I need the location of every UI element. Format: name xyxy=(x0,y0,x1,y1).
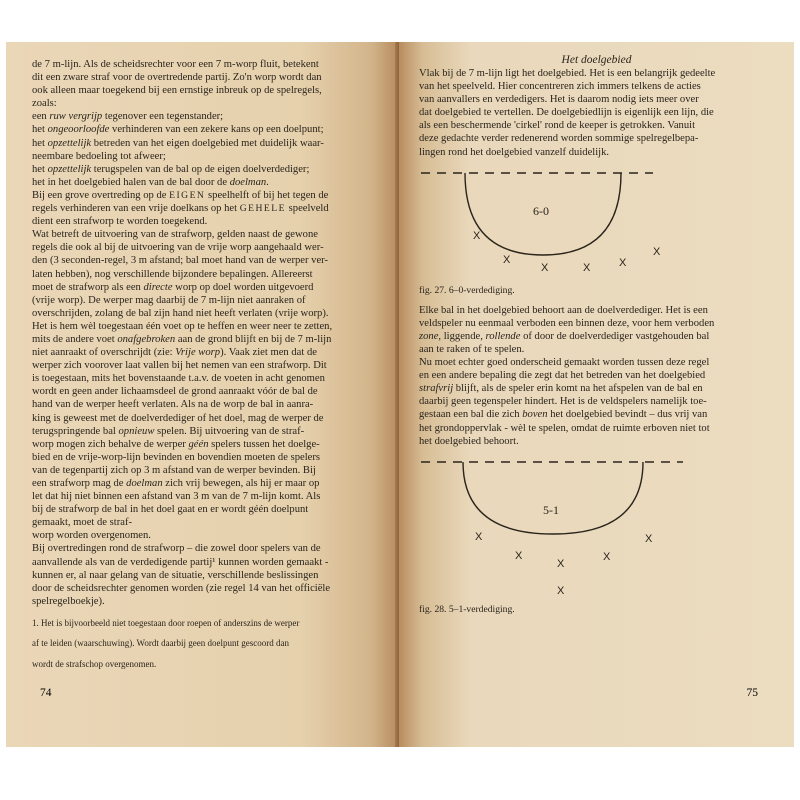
right-text-line: en een andere bepaling die zegt dat het betreden van het doelgebied xyxy=(419,370,706,382)
goal-area-line xyxy=(463,462,643,534)
left-text-line: dit een zware straf voor de overtredende partij. Zo'n worp wordt dan xyxy=(32,72,322,84)
left-text-line: een strafworp mag de doelman zich vrij bewegen, als hij er maar op xyxy=(32,478,320,489)
footnote-line: wordt de strafschop overgenomen. xyxy=(32,658,157,669)
right-text-line: het doelgebied behoort. xyxy=(419,435,519,447)
left-text-line: dient een strafworp te worden toegekend. xyxy=(32,216,208,228)
right-text-line: van aanvallers en verdedigers. Het is daarom nodig iets meer over xyxy=(419,94,699,106)
right-text-line: Elke bal in het doelgebied behoort aan de doelverdediger. Het is een xyxy=(419,304,708,316)
left-text-line: hand van de werper heeft verlaten. Als na de worp de bal in aanra- xyxy=(32,399,314,411)
section-heading: Het doelgebied xyxy=(561,54,632,66)
right-text-line: het grondoppervlak - wèl te spelen, omdat de ruimte erboven niet tot xyxy=(419,422,710,434)
left-text-line: laten hebben), nog verschillende bijzondere bepalingen. Allereerst xyxy=(32,268,313,280)
player-mark: X xyxy=(541,261,549,274)
emphasis: ongeoorloofde xyxy=(47,124,110,136)
left-text-line: ook alleen maar toegekend bij een ernstige inbreuk op de spelregels, xyxy=(32,85,322,97)
emphasis: opnieuw xyxy=(118,425,155,437)
left-text-line: regels die ook al bij de uitvoering van de vrije worp aangehaald wer- xyxy=(32,242,324,254)
footnote xyxy=(32,618,383,671)
right-text-line: zone, liggende, rollende of door de doelverdediger vastgehouden bal xyxy=(419,330,710,342)
left-text-line: een ruw vergrijp tegenover een tegenstander; xyxy=(32,111,224,123)
right-paragraph-2 xyxy=(419,304,774,448)
emphasis: Vrije worp xyxy=(175,347,221,359)
left-text-line: van de tegenpartij zich op 3 m afstand van de werper bevinden. Bij xyxy=(32,464,316,476)
left-text-line: niet aanraakt of overschrijdt (zie: Vrije worp). Vaak ziet men dat de xyxy=(32,347,317,359)
left-text-line: Bij een grove overtreding op de EIGEN speelhelft of bij het tegen de xyxy=(32,189,329,201)
emphasis: géén xyxy=(188,438,209,450)
left-text-line: bied en de vrije-worp-lijn bevinden en bovendien moeten de spelers xyxy=(32,451,320,463)
page-number-left: 74 xyxy=(40,687,52,699)
left-text-line: Het is hem wèl toegestaan één voet op te heffen en weer neer te zetten, xyxy=(32,320,333,332)
diagram-6-0-defense xyxy=(413,165,673,283)
formation-label: 5-1 xyxy=(543,502,559,517)
left-page-body xyxy=(32,58,383,608)
player-mark: X xyxy=(653,245,661,258)
left-text-line: is toegestaan, mits het bovenstaande t.a.v. de voeten in acht genomen xyxy=(32,373,325,385)
footnote-line: 1. Het is bijvoorbeeld niet toegestaan door roepen of anderszins de werper xyxy=(32,617,300,628)
right-text-line: Vlak bij de 7 m-lijn ligt het doelgebied. Het is een belangrijk gedeelte xyxy=(419,68,716,79)
left-text-line: overschrijden, zolang de bal zijn hand niet heeft verlaten (vrije worp). xyxy=(32,307,329,319)
right-text-line: lingen rond het doelgebied vanzelf duidelijk. xyxy=(419,146,610,158)
player-mark: X xyxy=(473,229,481,242)
left-text-line: terugspringende bal opnieuw spelen. Bij uitvoering van de straf- xyxy=(32,425,305,437)
left-text-line: Wat betreft de uitvoering van de strafworp, gelden naast de gewone xyxy=(32,229,318,241)
spaced-word: EIGEN xyxy=(169,189,206,201)
player-mark: X xyxy=(475,530,483,543)
left-text-line: spelregelboekje). xyxy=(32,595,105,607)
left-text-line: aanvallende als van de verdedigende partij¹ kunnen worden gemaakt - xyxy=(32,556,329,568)
right-text-line: gestaan een bal die zich boven het doelgebied bevindt – dus vrij van xyxy=(419,409,708,421)
left-text-line: zoals: xyxy=(32,98,57,110)
left-text-line: let dat hij niet binnen een afstand van 3 m van de 7 m-lijn komt. Als xyxy=(32,491,321,503)
player-mark: X xyxy=(583,261,591,274)
left-text-line: Bij overtredingen rond de strafworp – die zowel door spelers van de xyxy=(32,543,321,555)
page-number-right: 75 xyxy=(746,687,758,699)
player-mark: X xyxy=(603,550,611,563)
player-mark: X xyxy=(515,549,523,562)
diagram-5-1-defense xyxy=(413,454,693,602)
left-text-line: de 7 m-lijn. Als de scheidsrechter voor een 7 m-worp fluit, betekent xyxy=(32,59,319,70)
left-text-line: neembare bedoeling tot afweer; xyxy=(32,150,166,162)
left-text-line: mits de andere voet onafgebroken aan de grond blijft en bij de 7 m-lijn xyxy=(32,333,332,345)
player-mark: X xyxy=(619,256,627,269)
emphasis: boven xyxy=(522,409,548,421)
emphasis: doelman xyxy=(229,176,267,188)
spaced-word: GEHELE xyxy=(239,203,286,215)
right-text-line: als een beschermende 'cirkel' rond de keeper is getrokken. Vanuit xyxy=(419,120,696,132)
left-text-line: door de scheidsrechter genomen worden (zie regel 14 van het officiële xyxy=(32,582,331,594)
left-text-line: king is geweest met de doelverdediger of het doel, mag de werper de xyxy=(32,412,324,424)
right-paragraph-1 xyxy=(419,67,774,159)
right-text-line: van het speelveld. Hier concentreren zich immers telkens de acties xyxy=(419,81,701,93)
player-mark: X xyxy=(645,532,653,545)
book-spread xyxy=(6,42,794,747)
emphasis: directe xyxy=(143,281,173,293)
left-page xyxy=(6,42,399,747)
formation-label: 6-0 xyxy=(533,203,549,218)
right-text-line: daarbij geen tegenspeler hindert. Het is de veldspelers namelijk toe- xyxy=(419,396,707,408)
left-text-line: het ongeoorloofde verhinderen van een zekere kans op een doelpunt; xyxy=(32,124,324,136)
right-text-line: aan te raken of te spelen. xyxy=(419,343,525,355)
footnote-line: af te leiden (waarschuwing). Wordt daarbij geen doelpunt gescoord dan xyxy=(32,638,290,649)
left-text-line: het opzettelijk betreden van het eigen doelgebied met duidelijk waar- xyxy=(32,137,324,149)
player-mark: X xyxy=(557,584,565,597)
emphasis: strafvrij xyxy=(419,383,454,395)
right-text-line: veldspeler nu eenmaal verboden een binnen deze, voor hem verboden xyxy=(419,317,715,329)
emphasis: doelman xyxy=(126,478,163,489)
emphasis: zone xyxy=(419,330,439,342)
right-text-line: strafvrij blijft, als de speler erin komt na het afspelen van de bal en xyxy=(419,383,703,395)
left-text-line: het opzettelijk terugspelen van de bal op de eigen doelverdediger; xyxy=(32,163,310,175)
right-text-line: dat doelgebied te vertellen. De doelgebiedlijn is eigenlijk een lijn, die xyxy=(419,107,714,119)
left-text-line: bij de strafworp de bal in het doel gaat en er wordt géén doelpunt xyxy=(32,504,309,516)
emphasis: onafgebroken xyxy=(117,333,176,345)
left-text-line: gemaakt, moet de straf- xyxy=(32,517,133,529)
emphasis: opzettelijk xyxy=(47,163,92,175)
left-text-line: wordt en geen ander lichaamsdeel de grond aanraakt vóór de bal de xyxy=(32,386,318,398)
figure-caption-27: fig. 27. 6–0-verdediging. xyxy=(419,284,515,296)
emphasis: opzettelijk xyxy=(47,137,92,149)
right-page xyxy=(399,42,794,747)
right-text-line: deze gedachte verder redenerend worden sommige spelregelbepa- xyxy=(419,133,699,145)
left-text-line: (vrije worp). De werper mag daarbij de 7 m-lijn niet aanraken of xyxy=(32,294,306,306)
left-text-line: worp worden overgenomen. xyxy=(32,530,151,542)
left-text-line: worp mogen zich behalve de werper géén spelers tussen het doelge- xyxy=(32,438,320,450)
left-text-line: den (3 seconden-regel, 3 m afstand; bal moet hand van de werper ver- xyxy=(32,255,328,267)
figure-caption-28: fig. 28. 5–1-verdediging. xyxy=(419,603,515,615)
emphasis: ruw vergrijp xyxy=(49,111,103,123)
left-text-line: regels verhinderen van een vrije doelkans op het GEHELE speelveld xyxy=(32,203,329,215)
player-mark: X xyxy=(557,557,565,570)
player-mark: X xyxy=(503,253,511,266)
left-text-line: het in het doelgebied halen van de bal door de doelman. xyxy=(32,176,269,188)
left-text-line: kunnen er, al naar gelang van de situatie, verschillende beslissingen xyxy=(32,569,319,581)
right-text-line: Nu moet echter goed onderscheid gemaakt worden tussen deze regel xyxy=(419,357,710,369)
left-text-line: moet de strafworp als een directe worp op doel worden uitgevoerd xyxy=(32,281,314,293)
emphasis: rollende xyxy=(485,330,521,342)
left-text-line: werper zich voorover laat vallen bij het nemen van een strafworp. Dit xyxy=(32,360,327,372)
